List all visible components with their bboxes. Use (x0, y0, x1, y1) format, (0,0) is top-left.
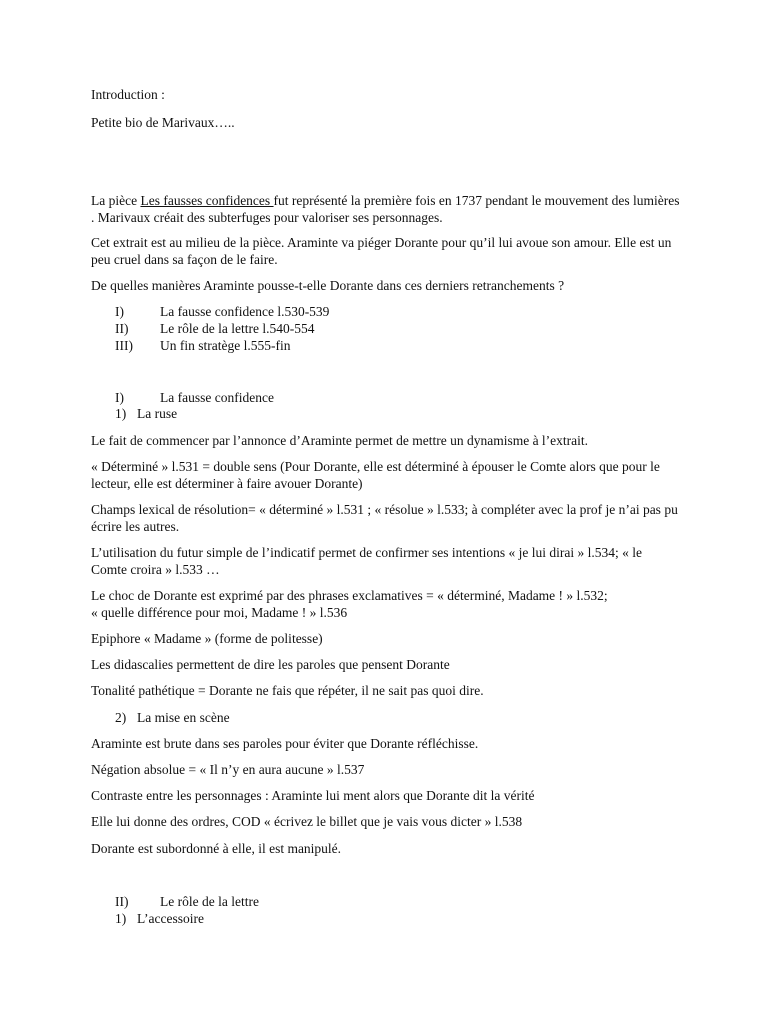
part1-number: I) (115, 390, 124, 405)
subsection-number: 2) (115, 710, 127, 725)
plan-item-text: Un fin stratège l.555-fin (160, 338, 291, 353)
subsection-number: 1) (115, 406, 127, 421)
paragraph: Champs lexical de résolution= « déterminé » l.531 ; « résolue » l.533; à compléter avec la prof je n’ai pas pu écrire les autres. (91, 502, 678, 534)
part1-title: La fausse confidence (160, 390, 274, 405)
intro-text-start: La pièce (91, 193, 141, 208)
plan-item-number: II) (115, 321, 129, 336)
paragraph: Tonalité pathétique = Dorante ne fais que répéter, il ne sait pas quoi dire. (91, 683, 484, 698)
paragraph: Les didascalies permettent de dire les paroles que pensent Dorante (91, 657, 450, 672)
paragraph-line: Le choc de Dorante est exprimé par des phrases exclamatives = « déterminé, Madame ! » l.532; (91, 588, 608, 603)
paragraph: Contraste entre les personnages : Araminte lui ment alors que Dorante dit la vérité (91, 788, 535, 803)
paragraph: L’utilisation du futur simple de l’indicatif permet de confirmer ses intentions « je lui dirai » l.534; « le Comte croira » l.533 … (91, 545, 643, 577)
intro-heading: Introduction : (91, 87, 165, 102)
play-title: Les fausses confidences (140, 193, 274, 208)
paragraph: Epiphore « Madame » (forme de politesse) (91, 631, 323, 646)
subsection-title: La ruse (137, 406, 178, 421)
paragraph: Araminte est brute dans ses paroles pour éviter que Dorante réfléchisse. (91, 736, 479, 751)
paragraph: « Déterminé » l.531 = double sens (Pour Dorante, elle est déterminé à épouser le Comte alors que pour le lecteur, elle est déterminer à faire avouer Dorante) (91, 459, 660, 491)
paragraph: Dorante est subordonné à elle, il est manipulé. (91, 841, 342, 856)
problematic-question: De quelles manières Araminte pousse-t-elle Dorante dans ces derniers retranchements ? (91, 278, 565, 293)
bio-line: Petite bio de Marivaux….. (91, 115, 235, 130)
paragraph (91, 587, 681, 621)
paragraph: Négation absolue = « Il n’y en aura aucune » l.537 (91, 762, 365, 777)
intro-paragraph-2: Cet extrait est au milieu de la pièce. Araminte va piéger Dorante pour qu’il lui avoue son amour. Elle est un peu cruel dans sa façon de le faire. (91, 235, 672, 267)
paragraph: Le fait de commencer par l’annonce d’Araminte permet de mettre un dynamisme à l’extrait. (91, 433, 589, 448)
intro-text-end: fut représenté la première fois en 1737 pendant le mouvement des lumières . Marivaux créait des subterfuges pour valoriser ses personnages. (91, 193, 680, 225)
part2-title: Le rôle de la lettre (160, 894, 259, 909)
subsection-title: La mise en scène (137, 710, 230, 725)
plan-item-text: Le rôle de la lettre l.540-554 (160, 321, 315, 336)
paragraph: Elle lui donne des ordres, COD « écrivez le billet que je vais vous dicter » l.538 (91, 814, 523, 829)
subsection-title: L’accessoire (137, 911, 204, 926)
paragraph-line: « quelle différence pour moi, Madame ! » l.536 (91, 605, 348, 620)
subsection-number: 1) (115, 911, 127, 926)
plan-item-number: III) (115, 338, 133, 353)
plan-item-text: La fausse confidence l.530-539 (160, 304, 330, 319)
plan-item-number: I) (115, 304, 124, 319)
part2-number: II) (115, 894, 129, 909)
intro-paragraph-1 (91, 192, 681, 226)
